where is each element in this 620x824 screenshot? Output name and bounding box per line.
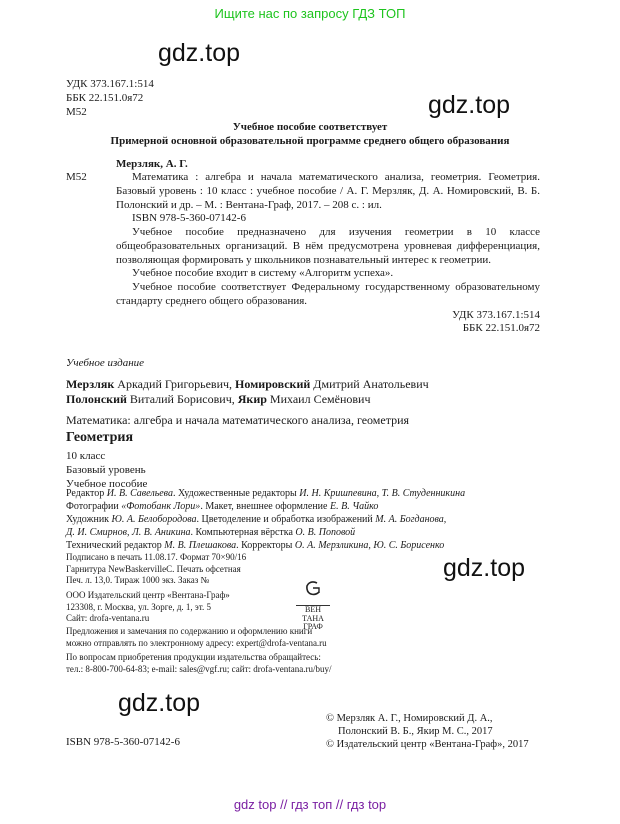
header-codes [66,78,154,119]
publisher-logo [296,579,330,632]
publisher-line: Сайт: drofa-ventana.ru [66,613,150,624]
publisher-line: 123308, г. Москва, ул. Зорге, д. 1, эт. 5 [66,601,212,612]
credits-line: Редактор И. В. Савельева. Художественные редакторы И. Н. Кришпевина, Т. В. Студенникина [66,488,466,499]
publisher-line: ООО Издательский центр «Вентана-Граф» [66,590,230,600]
grade: 10 класс [66,450,106,463]
edition-block [66,357,546,492]
contacts-line: можно отправлять по электронному адресу: expert@drofa-ventana.ru [66,637,327,648]
credits-block [66,487,556,552]
watermark: gdz.top [428,91,511,119]
edition-label: Учебное издание [66,357,145,369]
catalog-code: М52 [66,171,87,183]
copyright-line: Полонский В. Б., Якир М. С., 2017 [338,726,493,738]
contacts-info [66,626,332,676]
catalog-abstract: Учебное пособие входит в систему «Алгоритм успеха». [132,267,394,280]
header-udk: УДК 373.167.1:514 [66,78,154,90]
catalog-entry: Математика : алгебра и начала математического анализа, геометрия. Геометрия. Базовый уровень : 10 класс : учебное пособие / А. Г. Мерзляк, Д. А. Номировский, В. Б. Полонский и др. – М. : Вентана-Граф, 2017. – 208 с. : ил. [116,171,540,211]
print-line: Подписано в печать 11.08.17. Формат 70×90/16 [66,552,247,562]
header-bbk: ББК 22.151.0я72 [66,91,144,104]
catalog-author: Мерзляк, А. Г. [116,158,188,170]
contacts-line: тел.: 8-800-700-64-83; e-mail: sales@vgf.ru; сайт: drofa-ventana.ru/buy/ [66,664,332,675]
authors-line [66,392,546,407]
catalog-card [116,171,540,336]
conformity-line: Примерной основной образовательной программе среднего общего образования [110,134,510,147]
publisher-logo-icon [303,579,323,599]
credits-line: Д. И. Смирнов, Л. В. Аникина. Компьютерная вёрстка О. В. Поповой [66,527,356,538]
watermark: gdz.top [443,554,526,582]
credits-line: Технический редактор М. В. Плешакова. Корректоры О. А. Мерзликина, Ю. С. Борисенко [66,540,445,551]
credits-line: Фотографии «Фотобанк Лори». Макет, внешнее оформление Е. В. Чайко [66,501,379,512]
author-surname: Полонский [66,391,127,406]
publisher-logo-text: ВЕН ТАНА ГРАФ [296,605,330,632]
catalog-bbk: ББК 22.151.0я72 [462,322,540,335]
print-line: Гарнитура NewBaskervilleC. Печать офсетная [66,563,241,574]
author-surname: Якир [237,391,267,406]
author-surname: Мерзляк [66,376,115,391]
series-title: Математика: алгебра и начала математического анализа, геометрия [66,412,410,427]
author-name: Михаил Семёнович [266,391,371,406]
contacts-line: Предложения и замечания по содержанию и оформлению книги [66,626,313,636]
conformity-line: Учебное пособие соответствует [232,121,388,133]
catalog-abstract: Учебное пособие предназначено для изучения геометрии в 10 классе общеобразовательных организаций. В нём предусмотрена уровневая дифференциация, позволяющая формировать у школьников познавательный интерес к геометрии. [116,226,540,266]
level: Базовый уровень [66,464,146,476]
top-banner[interactable]: Ищите нас по запросу ГДЗ ТОП [214,6,406,21]
bottom-isbn: ISBN 978-5-360-07142-6 [66,736,180,748]
conformity-note [60,121,560,149]
book-type: Учебное пособие [66,477,148,490]
copyright-line: © Мерзляк А. Г., Номировский Д. А., [326,713,493,724]
catalog-udk: УДК 373.167.1:514 [452,308,540,321]
watermark: gdz.top [158,39,241,67]
copyright-line: © Издательский центр «Вентана-Граф», 2017 [326,739,529,751]
credits-line: Художник Ю. А. Белобородова. Цветоделение и обработка изображений М. А. Богданова, [66,514,447,525]
copyright-block [326,712,529,751]
print-line: Печ. л. 13,0. Тираж 1000 экз. Заказ № [66,575,210,586]
author-name: Виталий Борисович, [126,391,238,406]
authors-line [66,377,546,392]
author-name: Аркадий Григорьевич, [114,376,236,391]
contacts-line: По вопросам приобретения продукции издательства обращайтесь: [66,652,321,663]
author-name: Дмитрий Анатольевич [310,376,429,391]
author-surname: Номировский [235,376,311,391]
watermark: gdz.top [118,689,201,717]
header-code: М52 [66,105,87,118]
print-info [66,552,246,587]
footer-links[interactable]: gdz top // гдз топ // гдз top [233,797,387,812]
book-title: Геометрия [66,429,134,445]
publisher-info [66,590,230,625]
catalog-abstract: Учебное пособие соответствует Федеральному государственному образовательному стандарту среднего общего образования. [116,281,540,307]
catalog-isbn: ISBN 978-5-360-07142-6 [132,212,246,225]
